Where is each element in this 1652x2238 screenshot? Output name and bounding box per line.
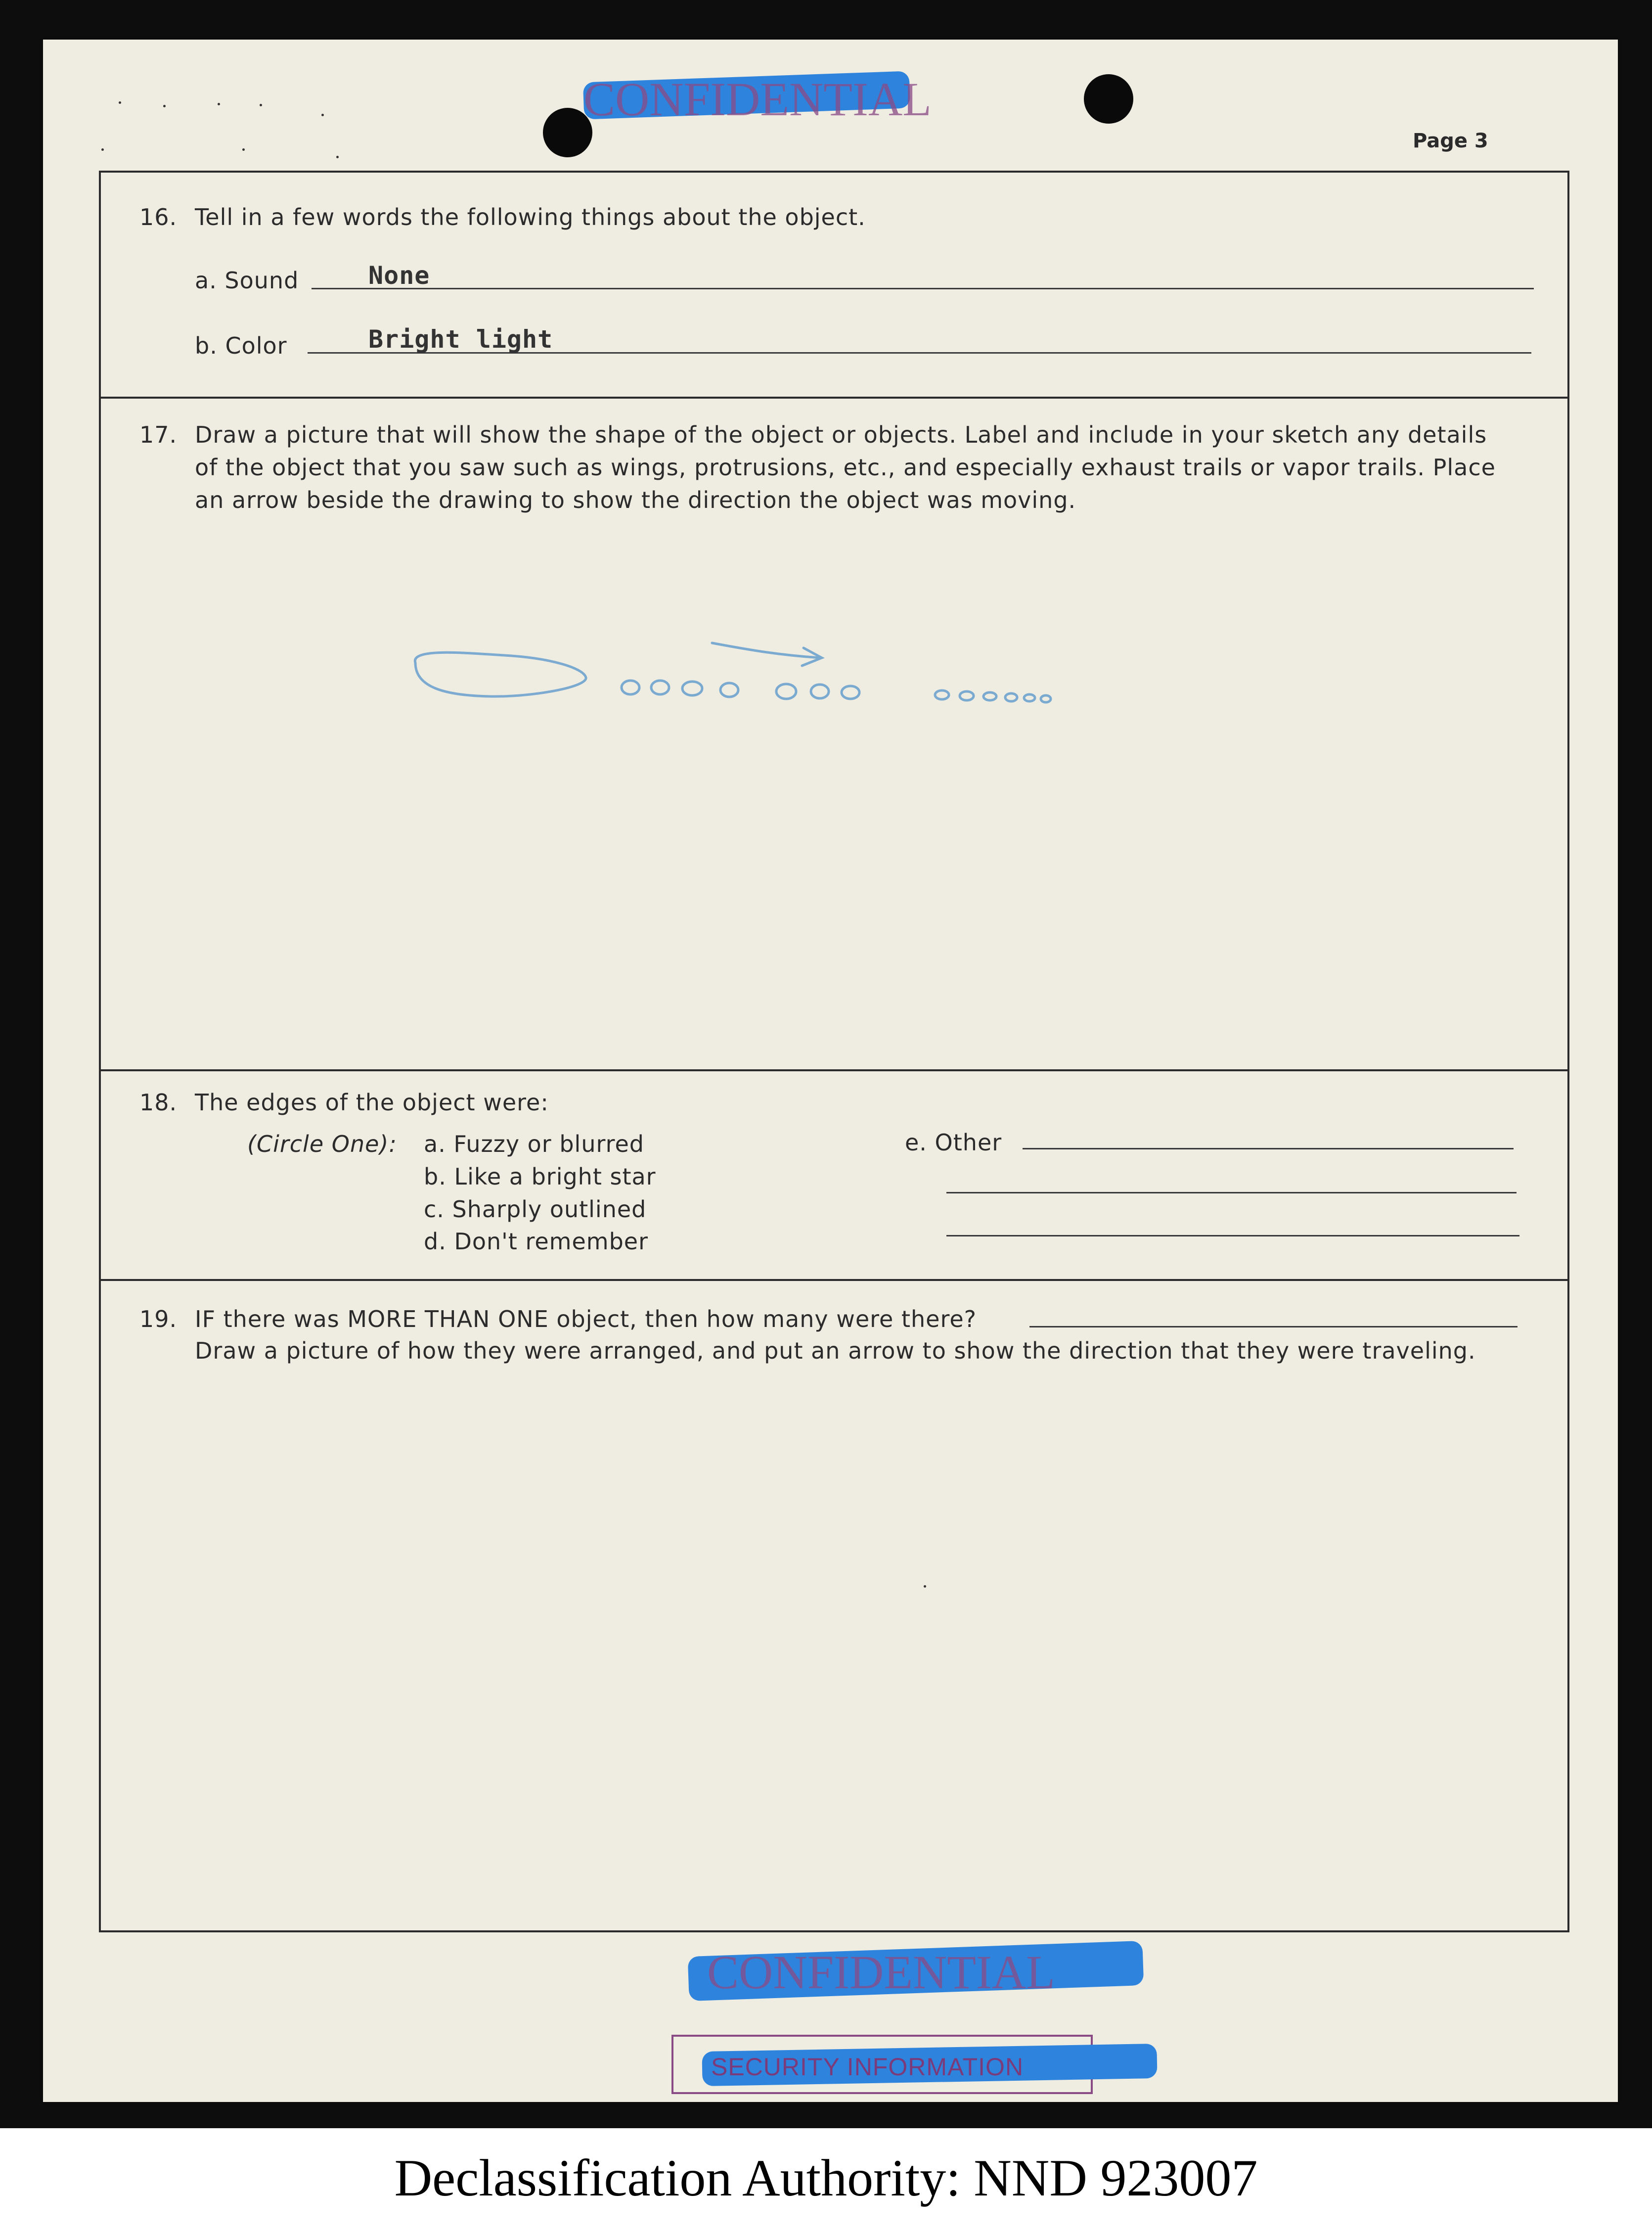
object-count-line[interactable] xyxy=(1029,1326,1518,1327)
object-sketch xyxy=(405,633,1147,722)
question-19-line-2: Draw a picture of how they were arranged, and put an arrow to show the direction that they were traveling. xyxy=(195,1337,1476,1364)
edge-option-b[interactable]: b. Like a bright star xyxy=(424,1163,656,1190)
other-answer-line-3[interactable] xyxy=(946,1235,1519,1236)
color-answer: Bright light xyxy=(368,325,553,354)
color-label: b. Color xyxy=(195,332,287,359)
sound-label: a. Sound xyxy=(195,267,299,294)
question-17-line-3: an arrow beside the drawing to show the direction the object was moving. xyxy=(195,487,1076,513)
object-shape xyxy=(415,652,586,696)
direction-arrow xyxy=(712,643,821,658)
trail-dot xyxy=(1024,694,1035,701)
section-divider-18-19 xyxy=(99,1279,1569,1281)
question-16-prompt: Tell in a few words the following things about the object. xyxy=(195,204,866,230)
question-19-number: 19. xyxy=(139,1306,178,1332)
paper-speck xyxy=(260,104,262,106)
confidential-stamp-top: CONFIDENTIAL xyxy=(583,73,932,126)
circle-one-instruction: (Circle One): xyxy=(247,1131,397,1157)
paper-speck xyxy=(163,105,166,107)
trail-dot xyxy=(960,691,974,700)
question-19-line-1: IF there was MORE THAN ONE object, then how many were there? xyxy=(195,1306,977,1332)
question-17-number: 17. xyxy=(139,421,178,448)
question-18-number: 18. xyxy=(139,1089,178,1116)
edge-option-e-label[interactable]: e. Other xyxy=(905,1129,1002,1156)
question-16-number: 16. xyxy=(139,204,178,230)
sound-answer: None xyxy=(368,261,430,290)
trail-dot xyxy=(842,686,859,699)
trail-dot xyxy=(651,681,669,694)
security-information-stamp: SECURITY INFORMATION xyxy=(711,2053,1024,2081)
question-18-prompt: The edges of the object were: xyxy=(195,1089,549,1116)
trail-dot xyxy=(983,692,996,700)
paper-speck xyxy=(321,114,324,116)
declassification-authority: Declassification Authority: NND 923007 xyxy=(394,2149,1258,2207)
question-17-line-1: Draw a picture that will show the shape of the object or objects. Label and include in your sketch any details xyxy=(195,421,1487,448)
footer xyxy=(0,2128,1652,2238)
trail-dot xyxy=(935,690,949,699)
section-divider-16-17 xyxy=(99,397,1569,399)
trail-dot xyxy=(776,684,796,699)
trail-dot xyxy=(622,681,639,694)
paper-speck xyxy=(218,103,220,105)
punch-hole-right xyxy=(1084,74,1133,124)
sound-answer-line xyxy=(312,288,1534,289)
edge-option-a[interactable]: a. Fuzzy or blurred xyxy=(424,1131,644,1157)
paper-speck xyxy=(101,148,104,151)
other-answer-line-1[interactable] xyxy=(1023,1148,1514,1149)
edge-option-c[interactable]: c. Sharply outlined xyxy=(424,1196,647,1223)
trail-dot xyxy=(811,685,829,698)
paper-speck xyxy=(242,148,245,151)
other-answer-line-2[interactable] xyxy=(946,1192,1517,1193)
paper-speck xyxy=(336,156,339,158)
trail-dot xyxy=(720,683,738,697)
edge-option-d[interactable]: d. Don't remember xyxy=(424,1228,648,1255)
paper-speck xyxy=(119,101,121,104)
confidential-stamp-bottom: CONFIDENTIAL xyxy=(707,1946,1055,1999)
page-number: Page 3 xyxy=(1413,130,1488,152)
trail-dot xyxy=(1041,695,1051,702)
section-divider-17-18 xyxy=(99,1069,1569,1071)
trail-dot xyxy=(1005,693,1017,701)
question-17-line-2: of the object that you saw such as wings, protrusions, etc., and especially exhaust trails or vapor trails. Place xyxy=(195,454,1496,481)
trail-dot xyxy=(682,682,702,695)
